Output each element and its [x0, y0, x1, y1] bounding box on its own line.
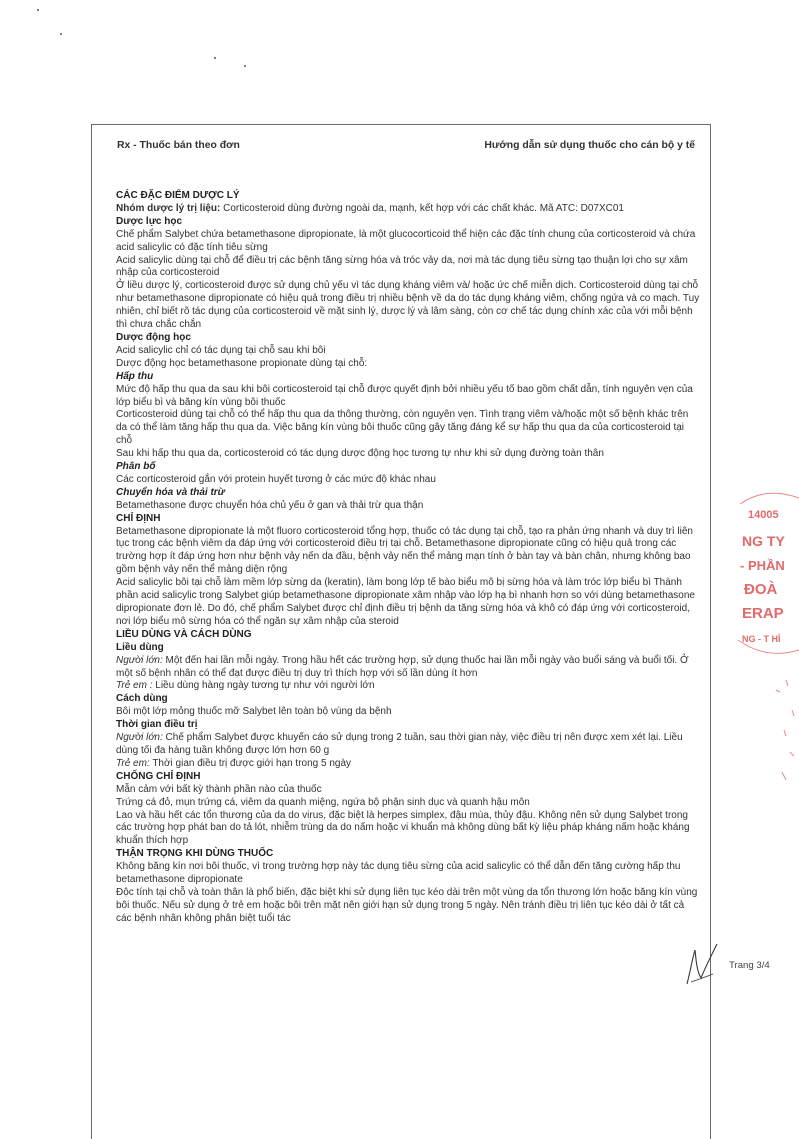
stamp-text-line: NG - T HÌ	[742, 634, 781, 644]
scan-speck	[244, 65, 246, 67]
adult-label: Người lớn:	[116, 732, 163, 744]
paragraph: Acid salicylic bôi tại chỗ làm mềm lớp sừng da (keratin), làm bong lớp tế bào biểu mô bị sừng hóa và làm tróc lớp biểu bì Thành phần acid salicylic trong Salybet giúp betamethasone dipropionate xâm nhập vào lớp hạ bì nhanh hơn so với dùng betamethasone dipropionate đơn lẻ. Do đó, chế phẩm Salybet được chỉ định điều trị bệnh da tăng sừng hóa và khô có đáp ứng với corticosteroid, nơi lớp biểu mô sừng hóa có thể ngăn sự xâm nhập của steroid	[116, 577, 695, 627]
child-label: Trẻ em :	[116, 680, 153, 692]
stamp-text-line: ĐOÀ	[744, 581, 778, 598]
stamp-text-line: ERAP	[742, 605, 784, 622]
section-title-precautions: THẬN TRỌNG KHI DÙNG THUỐC	[116, 848, 274, 860]
signature-mark	[683, 938, 723, 988]
subsection-pharmacokinetics: Dược động học	[116, 331, 191, 343]
paragraph-duration-child	[116, 758, 701, 771]
group-text: Corticosteroid dùng đường ngoài da, mạnh, kết hợp với các chất khác. Mã ATC: D07XC01	[220, 202, 624, 214]
paragraph-duration-adult	[116, 732, 701, 758]
paragraph: Bôi một lớp mỏng thuốc mỡ Salybet lên toàn bộ vùng da bệnh	[116, 706, 392, 718]
paragraph: Acid salicylic dùng tại chỗ để điều trị các bệnh tăng sừng hóa và tróc vảy da, nơi mà tác dụng tiêu sừng tạo thuận lợi cho sự xâm nhập của corticosteroid	[116, 254, 688, 279]
scan-speck	[37, 9, 39, 11]
company-stamp	[736, 490, 799, 790]
subsection-dose: Liều dùng	[116, 641, 164, 653]
section-title-dosage: LIỀU DÙNG VÀ CÁCH DÙNG	[116, 628, 252, 640]
scan-speck	[214, 57, 216, 59]
subsection-pharmacodynamics: Dược lực học	[116, 215, 183, 227]
paragraph: Chế phẩm Salybet chứa betamethasone dipropionate, là một glucocorticoid thể hiện các đặc tính chung của corticosteroid và chứa acid salicylic có đặc tính tiêu sừng	[116, 228, 696, 253]
stamp-text-line: - PHẦN	[740, 558, 785, 573]
scan-speck	[60, 33, 62, 35]
pharmacotherapeutic-group	[116, 203, 701, 216]
paragraph: Mẫn cảm với bất kỳ thành phần nào của thuốc	[116, 783, 322, 795]
stamp-text-line: NG TY	[742, 533, 785, 549]
stamp-number: 14005	[748, 509, 779, 521]
section-title-contraindications: CHỐNG CHỈ ĐỊNH	[116, 770, 201, 782]
paragraph: Corticosteroid dùng tại chỗ có thể hấp thu qua da thông thường, còn nguyên vẹn. Tình trạng viêm và/hoặc một số bệnh khác trên da có thể làm tăng hấp thu qua da. Việc băng kín vùng bôi thuốc cũng gây tăng đáng kể sự hấp thu qua da của corticosteroid tại chỗ	[116, 409, 689, 447]
page-header	[117, 140, 695, 151]
paragraph: Dược động học betamethasone propionate dùng tại chỗ:	[116, 357, 368, 369]
subsection-administration: Cách dùng	[116, 693, 168, 705]
paragraph: Lao và hầu hết các tổn thương của da do virus, đặc biệt là herpes simplex, đậu mùa, thủy đậu. Không nên sử dụng Salybet trong các trường hợp phát ban do tả lót, nhiễm trùng da do nấm hoặc vi khuẩn mà không dùng bất kỳ liệu pháp kháng nấm hoặc kháng khuẩn thích hợp	[116, 809, 690, 847]
paragraph: Độc tính tại chỗ và toàn thân là phổ biến, đặc biệt khi sử dụng liên tục kéo dài trên một vùng da tổn thương lớn hoặc băng kín vùng bôi thuốc. Nếu sử dụng ở trẻ em hoặc bôi trên mặt nên giới hạn sử dụng trong 5 ngày. Nên tránh điều trị liên tục kéo dài ở tất cả các bệnh nhân không phân biệt tuổi tác	[116, 886, 698, 924]
section-title-pharmacology: CÁC ĐẶC ĐIỂM DƯỢC LÝ	[116, 190, 240, 201]
paragraph-dose-adult	[116, 655, 701, 681]
paragraph: Ở liều dược lý, corticosteroid được sử dụng chủ yếu vì tác dụng kháng viêm và/ hoặc ức chế miễn dịch. Corticosteroid dùng tại chỗ như betamethasone dipropionate có hiệu quả trong điều trị nhiều bệnh về da do tác dụng kháng viêm, chống ngứa và co mạch. Tuy nhiên, chỉ biết rõ tác dụng của corticosteroid về mặt sinh lý, dược lý và lâm sàng, còn cơ chế tác dụng chính xác của với mỗi bệnh thì chưa chắc chắn	[116, 280, 700, 331]
paragraph: Không băng kín nơi bôi thuốc, vì trong trường hợp này tác dụng tiêu sừng của acid salicylic có thể dẫn đến tăng cường hấp thu betamethasone dipropionate	[116, 861, 681, 886]
prescription-label: Rx - Thuốc bán theo đơn	[117, 140, 240, 151]
duration-adult-text: Chế phẩm Salybet được khuyến cáo sử dụng trong 2 tuần, sau thời gian này, việc điều trị nên được xem xét lại. Liều dùng tối đa hàng tuần không được lớn hơn 60 g	[116, 732, 683, 756]
paragraph: Acid salicylic chỉ có tác dụng tại chỗ sau khi bôi	[116, 344, 326, 356]
paragraph: Mức độ hấp thu qua da sau khi bôi corticosteroid tại chỗ được quyết định bởi nhiều yếu tố bao gồm chất dẫn, tính nguyên vẹn của lớp biểu bì và băng kín vùng bôi thuốc	[116, 383, 693, 408]
subsection-absorption: Hấp thu	[116, 370, 154, 382]
dose-adult-text: Một đến hai lần mỗi ngày. Trong hầu hết các trường hợp, sử dụng thuốc hai lần mỗi ngày vào buổi sáng và buổi tối. Ở một số bệnh nhân có thể đạt được điều trị duy trì thích hợp với số lần dùng ít hơn	[116, 654, 689, 679]
subsection-distribution: Phân bố	[116, 461, 156, 473]
adult-label: Người lớn:	[116, 654, 163, 666]
paragraph: Các corticosteroid gắn với protein huyết tương ở các mức độ khác nhau	[116, 473, 436, 485]
paragraph: Trứng cá đỏ, mụn trứng cá, viêm da quanh miệng, ngứa bộ phận sinh dục và quanh hậu môn	[116, 796, 530, 808]
paragraph: Sau khi hấp thu qua da, corticosteroid có tác dụng dược động học tương tự như khi sử dụng đường toàn thân	[116, 448, 604, 460]
dose-child-text: Liều dùng hàng ngày tương tự như với người lớn	[152, 680, 375, 692]
paragraph: Betamethasone dipropionate là một fluoro corticosteroid tổng hợp, thuốc có tác dụng tại chỗ, tạo ra phản ứng nhanh và duy trì liên tục trong các bệnh viêm da đáp ứng với corticosteroid điều trị tại chỗ. Betamethasone dipropionate cũng có hiệu quả trong các trường hợp ít đáp ứng hơn như bệnh vảy nến da đầu, bệnh vảy nến thể mảng mạn tính ở bàn tay và bàn chân, nhưng không bao gồm bệnh vảy nến thể mảng diện rộng	[116, 525, 693, 576]
paragraph: Betamethasone được chuyển hóa chủ yếu ở gan và thải trừ qua thận	[116, 499, 424, 511]
duration-child-text: Thời gian điều trị được giới hạn trong 5 ngày	[149, 757, 352, 769]
child-label: Trẻ em:	[116, 757, 150, 769]
subsection-duration: Thời gian điều trị	[116, 719, 198, 731]
section-title-indications: CHỈ ĐỊNH	[116, 512, 161, 524]
subsection-metabolism: Chuyển hóa và thải trừ	[116, 486, 225, 498]
group-label: Nhóm dược lý trị liệu:	[116, 202, 221, 214]
guide-title: Hướng dẫn sử dụng thuốc cho cán bộ y tế	[484, 140, 695, 151]
paragraph-dose-child	[116, 680, 701, 693]
document-body	[116, 190, 701, 926]
page-number: Trang 3/4	[729, 960, 770, 971]
